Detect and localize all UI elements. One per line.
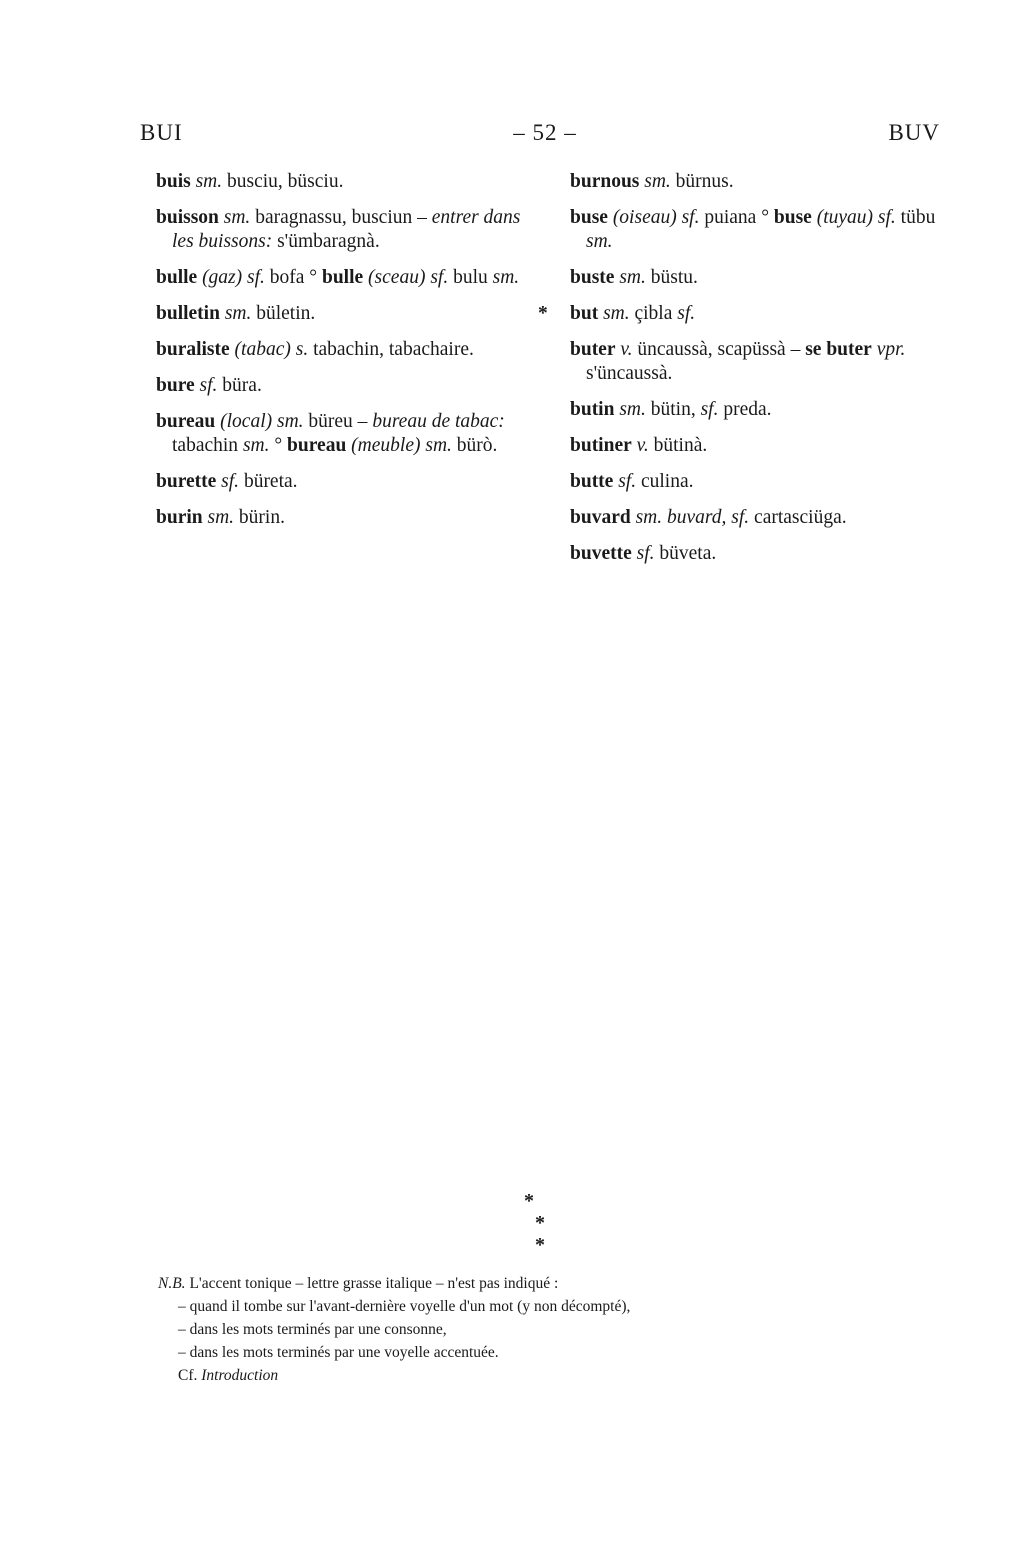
entry-buraliste (156, 338, 528, 362)
translation: bürin. (238, 507, 285, 528)
translation: tabachin, tabachaire. (313, 339, 474, 360)
entry-but (538, 302, 946, 326)
grammar-tag: sf. (700, 399, 719, 420)
grammar-tag: sf. (221, 471, 240, 492)
headword: bureau (156, 411, 216, 432)
headword: bulletin (156, 303, 220, 324)
translation: büra. (222, 375, 262, 396)
running-head-left: BUI (140, 120, 183, 145)
headword: buste (570, 267, 615, 288)
entry-buste (570, 266, 946, 290)
left-column (156, 170, 528, 542)
entry-burnous (570, 170, 946, 194)
example-phrase: entrer dans les buissons: (172, 207, 521, 252)
headword: buse (773, 207, 812, 228)
entry-buter (570, 338, 946, 386)
headword: bulle (156, 267, 198, 288)
translation: cartasciüga. (754, 507, 847, 528)
new-entry-star-icon: * (538, 303, 548, 324)
grammar-tag: sf. (430, 267, 449, 288)
running-head-right: BUV (888, 120, 940, 145)
example-phrase: bureau de tabac: (372, 411, 505, 432)
page-number: – 52 – (513, 120, 577, 145)
grammar-tag: sm. (223, 207, 251, 228)
sense-note: (tabac) (234, 339, 291, 360)
grammar-tag: s. (295, 339, 309, 360)
translation: büstu. (650, 267, 698, 288)
grammar-tag: sm. (644, 171, 671, 192)
headword: buis (156, 171, 191, 192)
entry-butiner (570, 434, 946, 458)
entry-butin (570, 398, 946, 422)
sense-note: (tuyau) (816, 207, 874, 228)
headword: bulle (321, 267, 364, 288)
translation: büreta. (243, 471, 298, 492)
footnote-block (158, 1272, 758, 1387)
note-line (158, 1272, 758, 1295)
entry-bureau (156, 410, 528, 458)
translation: s'ümbaragnà. (277, 231, 380, 252)
entry-burette (156, 470, 528, 494)
headword: butiner (570, 435, 632, 456)
headword: burin (156, 507, 203, 528)
grammar-tag: sf. (677, 303, 696, 324)
headword: se buter (805, 339, 872, 360)
translation: bürò. (456, 435, 498, 456)
translation: preda. (723, 399, 772, 420)
grammar-tag: v. (636, 435, 649, 456)
entry-buvard (570, 506, 946, 530)
headword: butin (570, 399, 615, 420)
headword: butte (570, 471, 614, 492)
translation: bületin. (256, 303, 316, 324)
translation: s'üncaussà. (586, 363, 673, 384)
sense-note: (sceau) (368, 267, 426, 288)
headword: but (570, 303, 599, 324)
grammar-tag: sf. (877, 207, 896, 228)
right-column (538, 170, 946, 578)
translation: busciu, büsciu. (227, 171, 344, 192)
translation: bulu (453, 267, 488, 288)
asterism-top: * (524, 1190, 556, 1212)
headword: bure (156, 375, 195, 396)
headword: bureau (287, 435, 347, 456)
grammar-tag: sf. (618, 471, 637, 492)
grammar-tag: vpr. (876, 339, 906, 360)
sense-note: (local) (220, 411, 273, 432)
grammar-tag: sm. (276, 411, 304, 432)
grammar-tag: sm. (242, 435, 270, 456)
grammar-tag: sm. (224, 303, 252, 324)
headword: buisson (156, 207, 219, 228)
grammar-tag: sm. (619, 399, 646, 420)
sense-note: (oiseau) (612, 207, 677, 228)
entry-burin (156, 506, 528, 530)
headword: buter (570, 339, 616, 360)
translation: bofa ° (269, 267, 318, 288)
grammar-tag: sf. (731, 507, 750, 528)
headword: buse (570, 207, 608, 228)
translation: bütinà. (653, 435, 708, 456)
note-line (158, 1364, 758, 1387)
translation: bürnus. (675, 171, 734, 192)
grammar-tag: sf. (199, 375, 218, 396)
note-line: – quand il tombe sur l'avant-dernière voyelle d'un mot (y non décompté), (178, 1298, 631, 1315)
grammar-tag: sf. (636, 543, 655, 564)
entry-buvette (570, 542, 946, 566)
entry-buisson (156, 206, 528, 254)
headword: buvard (570, 507, 631, 528)
grammar-tag: sm. (603, 303, 630, 324)
entry-bure (156, 374, 528, 398)
headword: burnous (570, 171, 640, 192)
grammar-tag: sf. (247, 267, 265, 288)
entry-butte (570, 470, 946, 494)
grammar-tag: sf. (681, 207, 700, 228)
headword: buvette (570, 543, 632, 564)
headword: burette (156, 471, 217, 492)
sense-note: (gaz) (202, 267, 243, 288)
sense-note: (meuble) (351, 435, 421, 456)
translation: culina. (640, 471, 694, 492)
translation: puiana ° (704, 207, 770, 228)
grammar-tag: v. (620, 339, 633, 360)
entry-buis (156, 170, 528, 194)
cross-reference: Introduction (201, 1367, 279, 1384)
grammar-tag: sm. (195, 171, 223, 192)
entry-bulle (156, 266, 528, 290)
headword: buraliste (156, 339, 230, 360)
translation: üncaussà, scapüssà – (637, 339, 801, 360)
grammar-tag: sm. (425, 435, 452, 456)
asterism-ornament (500, 1190, 580, 1256)
translation: büveta. (659, 543, 717, 564)
cross-reference-label: Cf. (178, 1367, 198, 1384)
note-text: L'accent tonique – lettre grasse italique – n'est pas indiqué : (189, 1275, 559, 1292)
entry-buse (570, 206, 946, 254)
translation: baragnassu, busciun – (255, 207, 427, 228)
example-phrase: buvard, (667, 507, 727, 528)
translation: büreu – (308, 411, 368, 432)
translation: tabachin (172, 435, 239, 456)
entry-bulletin (156, 302, 528, 326)
note-label: N.B. (158, 1275, 186, 1292)
grammar-tag: sm. (492, 267, 520, 288)
note-line: – dans les mots terminés par une consonne, (178, 1321, 447, 1338)
translation: çibla (634, 303, 673, 324)
grammar-tag: sm. (207, 507, 235, 528)
separator-mark: ° (274, 435, 283, 456)
translation: bütin, (650, 399, 696, 420)
grammar-tag: sm. (635, 507, 663, 528)
translation: tübu (900, 207, 936, 228)
asterism-bottom: * * (535, 1212, 567, 1256)
note-line: – dans les mots terminés par une voyelle accentuée. (178, 1344, 499, 1361)
grammar-tag: sm. (619, 267, 646, 288)
grammar-tag: sm. (586, 231, 613, 252)
